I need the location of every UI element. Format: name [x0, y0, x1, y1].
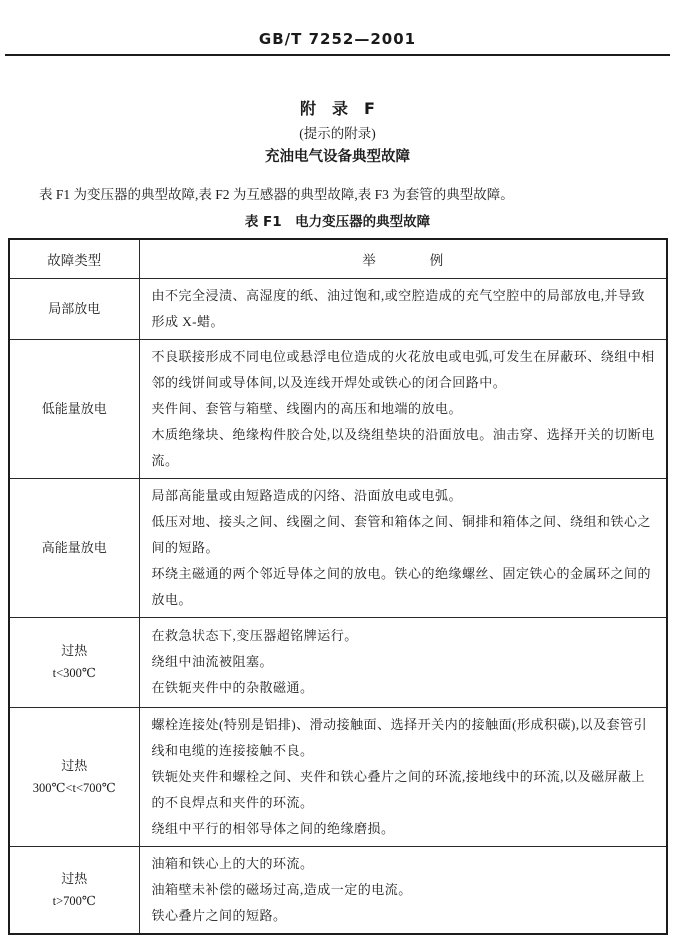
- table-row: [9, 278, 667, 339]
- example-text: 不良联接形成不同电位或悬浮电位造成的火花放电或电弧,可发生在屏蔽环、绕组中相邻的线饼间或导体间,以及连线开焊处或铁心的闭合回路中。: [151, 348, 655, 390]
- example-text: 局部高能量或由短路造成的闪络、沿面放电或电弧。: [151, 487, 463, 503]
- fault-type-label: 高能量放电: [41, 539, 107, 555]
- fault-type-cell: [9, 707, 139, 846]
- doc-number: GB/T 7252—2001: [258, 30, 417, 48]
- fault-type-label: 低能量放电: [41, 400, 107, 416]
- example-text: 绕组中平行的相邻导体之间的绝缘磨损。: [151, 820, 395, 836]
- examples-cell: [139, 278, 667, 339]
- examples-cell: [139, 478, 667, 617]
- table-row: [9, 617, 667, 707]
- example-text: 木质绝缘块、绝缘构件胶合处,以及绕组垫块的沿面放电。油击穿、选择开关的切断电流。: [151, 426, 655, 468]
- fault-type-cell: [9, 278, 139, 339]
- fault-condition-label: t>700℃: [52, 893, 96, 908]
- table-caption: 表 F1 电力变压器的典型故障: [244, 214, 431, 230]
- fault-type-cell: [9, 617, 139, 707]
- examples-cell: [139, 339, 667, 478]
- fault-type-cell: [9, 339, 139, 478]
- examples-cell: [139, 617, 667, 707]
- example-text: 环绕主磁通的两个邻近导体之间的放电。铁心的绝缘螺丝、固定铁心的金属环之间的放电。: [151, 565, 652, 607]
- table-row: [9, 339, 667, 478]
- appendix-subtitle: (提示的附录): [299, 126, 376, 141]
- table-row: [9, 478, 667, 617]
- example-text: 螺栓连接处(特别是铝排)、滑动接触面、选择开关内的接触面(形成积碳),以及套管引线和电缆的连接接触不良。: [151, 716, 648, 758]
- examples-cell: [139, 707, 667, 846]
- header-rule: [5, 54, 670, 56]
- example-text: 夹件间、套管与箱壁、线圈内的高压和地端的放电。: [151, 400, 463, 416]
- example-text: 油箱壁未补偿的磁场过高,造成一定的电流。: [151, 881, 412, 897]
- appendix-title: 附 录 F: [300, 99, 375, 118]
- fault-condition-label: t<300℃: [52, 666, 96, 680]
- example-text: 铁轭处夹件和螺栓之间、夹件和铁心叠片之间的环流,接地线中的环流,以及磁屏蔽上的不良焊点和夹件的环流。: [151, 768, 646, 810]
- fault-type-label: 过热: [61, 870, 88, 886]
- fault-type-label: 局部放电: [48, 300, 101, 316]
- fault-type-label: 过热: [61, 643, 88, 658]
- example-text: 在救急状态下,变压器超铭牌运行。: [151, 628, 358, 643]
- examples-cell: [139, 846, 667, 934]
- table-header-row: [9, 239, 667, 278]
- table-row: [9, 707, 667, 846]
- column-header-examples: 举 例: [139, 239, 667, 278]
- fault-type-cell: [9, 478, 139, 617]
- example-text: 油箱和铁心上的大的环流。: [151, 855, 314, 871]
- fault-condition-label: 300℃<t<700℃: [32, 780, 116, 795]
- example-text: 在铁轭夹件中的杂散磁通。: [151, 680, 314, 695]
- example-text: 由不完全浸渍、高湿度的纸、油过饱和,或空腔造成的充气空腔中的局部放电,并导致形成 X-蜡。: [151, 287, 646, 329]
- example-text: 低压对地、接头之间、线圈之间、套管和箱体之间、铜排和箱体之间、绕组和铁心之间的短路。: [151, 513, 652, 555]
- appendix-heading: 充油电气设备典型故障: [265, 149, 410, 165]
- fault-table: [8, 238, 668, 935]
- intro-paragraph: 表 F1 为变压器的典型故障,表 F2 为互感器的典型故障,表 F3 为套管的典型故障。: [39, 187, 514, 202]
- fault-type-cell: [9, 846, 139, 934]
- example-text: 铁心叠片之间的短路。: [151, 907, 287, 923]
- column-header-fault-type: 故障类型: [9, 239, 139, 278]
- fault-table-body: [9, 278, 667, 934]
- example-text: 绕组中油流被阻塞。: [151, 654, 274, 669]
- table-row: [9, 846, 667, 934]
- fault-type-label: 过热: [61, 757, 88, 773]
